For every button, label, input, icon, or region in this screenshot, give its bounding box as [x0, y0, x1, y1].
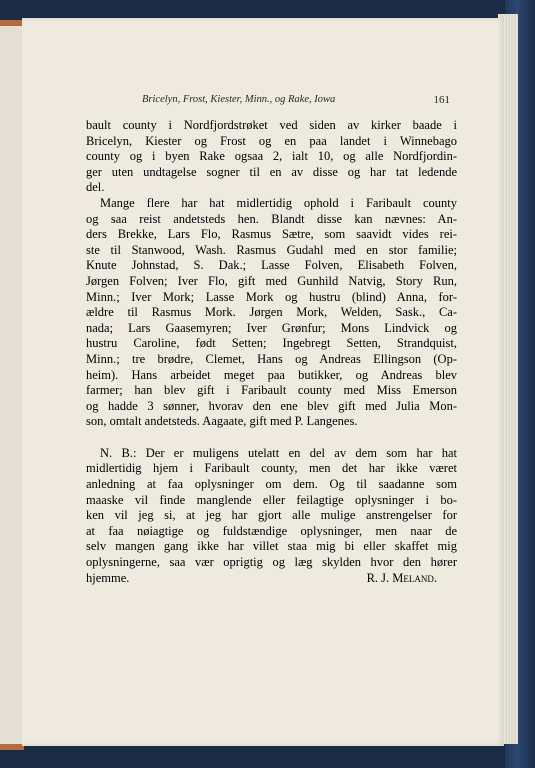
text-line: Jørgen Folven; Iver Flo, gift med Gunhild Natvig, Story Run, [86, 273, 457, 288]
text-line: N. B.: Der er muligens utelatt en del av dem som har hat [100, 445, 457, 460]
text-line: hustru Caroline, født Setten; Ingebregt Setten, Strandquist, [86, 336, 457, 351]
running-head: Bricelyn, Frost, Kiester, Minn., og Rake, Iowa [142, 94, 336, 105]
text-line: Minn.; tre brødre, Clemet, Hans og Andreas Ellingson (Op- [86, 351, 457, 366]
paragraph-3 [86, 446, 457, 586]
text-line: son, omtalt andetsteds. Aagaate, gift med P. Langenes. [86, 414, 358, 429]
text-line: farmer; han blev gift i Faribault county med Miss Emerson [86, 383, 457, 398]
text-line: county og i byen Rake ogsaa 2, ialt 10, og alle Nordfjordin- [86, 149, 457, 164]
page-header [86, 94, 456, 110]
closing-word: hjemme. [86, 570, 130, 585]
text-line: ger uten undtagelse sogner til en av disse og har tat ledende [86, 164, 457, 179]
text-line: midlertidig hjem i Faribault county, men det har ikke været [86, 461, 457, 476]
paragraph-2 [86, 196, 457, 430]
text-line: Bricelyn, Kiester og Frost og en paa landet i Winnebago [86, 133, 457, 148]
text-line: ældre til Rasmus Mork. Jørgen Mork, Welden, Sask., Ca- [86, 305, 457, 320]
page-number: 161 [433, 94, 450, 106]
paragraph-1 [86, 118, 457, 196]
text-line: heim). Hans arbeidet meget paa butikker, og Andreas blev [86, 367, 457, 382]
text-line: Knute Johnstad, S. Dak.; Lasse Folven, Elisabeth Folven, [86, 258, 457, 273]
text-line: nada; Lars Gaasemyren; Iver Grønfur; Mons Lindvick og [86, 320, 457, 335]
text-line: del. [86, 180, 105, 195]
author-signature: R. J. Meland. [366, 570, 437, 585]
body-text [86, 118, 457, 586]
text-line: at faa nøiagtige og fuldstændige oplysninger, men naar de [86, 523, 457, 538]
text-line: maaske vil finde manglende eller feilagtige oplysninger i bo- [86, 492, 457, 507]
text-line: oplysningerne, saa vær oprigtig og læg skylden hvor den hører [86, 555, 457, 570]
text-line: ders Brekke, Lars Flo, Rasmus Sætre, som saavidt vides rei- [86, 227, 457, 242]
text-line: ste til Stanwood, Wash. Rasmus Gudahl med en stor familie; [86, 242, 457, 257]
closing-line [86, 571, 457, 587]
text-line: Mange flere har hat midlertidig ophold i Faribault county [100, 195, 457, 210]
text-line: bault county i Nordfjordstrøket ved siden av kirker baade i [86, 118, 457, 132]
text-line: ken vil jeg si, at jeg har gjort alle mulige anstrengelser for [86, 508, 457, 523]
text-line: og saa reist andetsteds hen. Blandt disse kan nævnes: An- [86, 211, 457, 226]
paragraph-gap [86, 430, 457, 446]
text-line: anledning at faa oplysninger om dem. Og til saadanne som [86, 477, 457, 492]
text-line: og hadde 3 sønner, hvorav den ene blev gift med Julia Mon- [86, 398, 457, 413]
text-line: Minn.; Iver Mork; Lasse Mork og hustru (blind) Anna, for- [86, 289, 457, 304]
text-line: selv mangen gang ikke har villet staa mig bi eller skaffet mig [86, 539, 457, 554]
